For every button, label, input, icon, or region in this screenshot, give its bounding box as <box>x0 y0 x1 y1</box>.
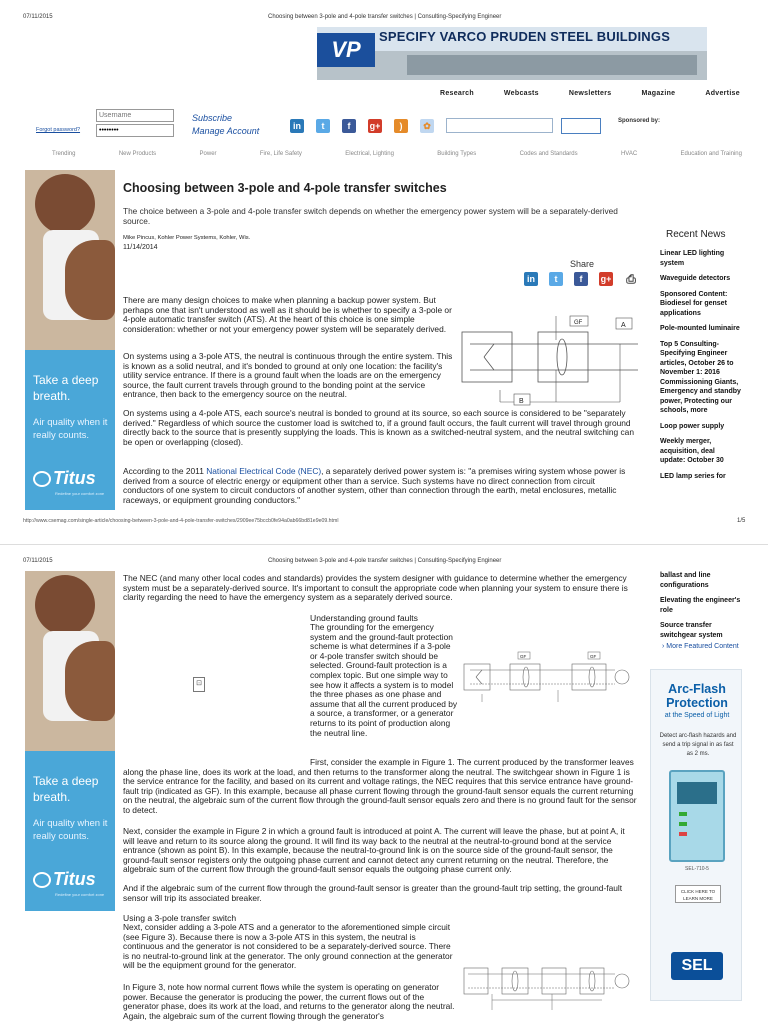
figure-1-diagram <box>460 310 638 410</box>
article2-p5: And if the algebraic sum of the current flow through the ground-fault sensor is greater than the ground-fault trip setting, the ground-fault sensor will trip its associated breaker. <box>123 883 623 903</box>
cat-codes-standards[interactable]: Codes and Standards <box>519 151 578 157</box>
titus-brand: Titus <box>53 468 96 488</box>
banner-text: SPECIFY VARCO PRUDEN STEEL BUILDINGS <box>379 29 671 44</box>
recent-item[interactable]: LED lamp series for <box>660 472 726 480</box>
banner-logo: VP <box>317 33 375 67</box>
forgot-password-link[interactable]: Forgot password? <box>36 127 81 133</box>
bullet-icon: › <box>662 643 667 650</box>
delicious-icon[interactable]: ✿ <box>420 119 434 133</box>
cat-electrical-lighting[interactable]: Electrical, Lighting <box>345 151 394 157</box>
article2-p4: Next, consider the example in Figure 2 in which a ground fault is introduced at point A. The current will leave the phase, but at point A, it will leave and return to its source along the ground. It will find its way back to the neutral at the neutral-to-ground bond at the service entrance (shown as point B). In this example, because the neutral-to-ground link is on the source side of the ground-fault sensor, the ground-fault sensor registers only the outgoing phase current and cannot detect any current returning on the neutral. Therefore, the algebraic sum of the current flow through the ground-fault sensor equals the outgoing phase current only. <box>123 826 625 875</box>
sel-sub: at the Speed of Light <box>664 712 730 719</box>
category-nav <box>52 151 742 157</box>
article-date: 11/14/2014 <box>123 244 158 251</box>
article-p4 <box>123 467 638 505</box>
print-icon[interactable]: ⎙ <box>624 272 638 286</box>
p4-post: , a separately derived power system is: "a premises wiring system whose power is derived from a source of electric energy or equipment other than a service. Such systems have no direct connection from circuit conductors of one system to circuit conductors of another system, other than connection through the earth, metal enclosures, metallic raceways, or equipment grounding conductors." <box>123 466 626 505</box>
article2-p6: Next, consider adding a 3-pole ATS and a generator to the aforementioned simple circuit (see Figure 3). Because there is now a 3-pole ATS in this system, the neutral is continuous and the generator is not considered to be a separately-derived source. There is no neutral-to-ground link at the generator. The only ground connection at the generator will be the equipment ground for the generator. <box>123 922 453 971</box>
fig1-a-label: A <box>621 322 626 329</box>
share-linkedin-icon[interactable]: in <box>524 272 538 286</box>
recent-item[interactable]: Linear LED lighting system <box>660 250 725 267</box>
sel-title: Arc-Flash Protection <box>666 682 728 710</box>
broken-image-icon: ⊡ <box>193 677 205 692</box>
page-date: 07/11/2015 <box>23 14 53 20</box>
fig1-gf-label: GF <box>574 320 583 326</box>
banner-ad[interactable] <box>317 27 707 80</box>
titus-headline: Take a deep breath. <box>33 774 99 804</box>
recent-news-heading: Recent News <box>666 229 726 240</box>
cat-fire-life-safety[interactable]: Fire, Life Safety <box>259 151 302 157</box>
fig2-gf-label-2: GF <box>590 654 597 659</box>
article-p1: There are many design choices to make when planning a backup power system. But perhaps one that isn't understood as well as it should be is whether to specify a 3-pole or 4-pole automatic transfer switch (ATS). At the heart of this choice is one simple consideration: whether or not your emergency power system will be separately derived. <box>123 295 452 334</box>
article-p2: On systems using a 3-pole ATS, the neutral is continuous through the entire system. This is known as a solid neutral, and it's bonded to ground at only one location: the facility's utility service entrance. If there is a ground fault when the loads are on the emergency source, the fault current travels through ground to the bonding point at the service entrance, then back to the emergency source on the neutral. <box>123 351 453 400</box>
subscribe-link[interactable]: Subscribe <box>192 113 233 123</box>
article-dek: The choice between a 3-pole and 4-pole transfer switch depends on whether the emergency power system will be a separately-derived source. <box>123 206 618 226</box>
article-byline: Mike Pincus, Kohler Power Systems, Kohler, Wis. <box>123 235 251 241</box>
titus-logo-icon <box>33 872 51 888</box>
recent-item[interactable]: Sponsored Content: Biodiesel for genset applications <box>660 290 728 317</box>
header-social <box>290 119 434 133</box>
recent-news-list-2 <box>660 571 742 646</box>
recent-news-list <box>660 249 742 487</box>
share-facebook-icon[interactable]: f <box>574 272 588 286</box>
sel-ad[interactable] <box>650 669 742 1001</box>
search-button[interactable] <box>561 118 601 134</box>
page1-footer-page: 1/5 <box>737 518 746 524</box>
titus-ad[interactable] <box>25 170 115 510</box>
cat-trending[interactable]: Trending <box>52 151 76 157</box>
sponsored-label: Sponsored by: <box>618 118 661 124</box>
sel-relay-device <box>669 770 725 862</box>
share-googleplus-icon[interactable]: g+ <box>600 274 612 284</box>
cat-education-training[interactable]: Education and Training <box>680 151 742 157</box>
recent-item[interactable]: Waveguide detectors <box>660 275 731 282</box>
page2-header-title: Choosing between 3-pole and 4-pole transfer switches | Consulting-Specifying Engineer <box>268 558 502 564</box>
titus-logo-icon <box>33 471 51 487</box>
sel-body: Detect arc-flash hazards and send a trip signal in as fast as 2 ms. <box>659 733 737 757</box>
top-nav <box>440 90 740 97</box>
page1-footer-url: http://www.csemag.com/single-article/choosing-between-3-pole-and-4-pole-transfer-switches/2909ee75bccb0fe94a0ab66bd81e9e09.html <box>23 518 339 524</box>
twitter-icon[interactable]: t <box>316 119 330 133</box>
titus-sub: Air quality when it really counts. <box>33 818 108 842</box>
toy-monkey <box>65 641 115 721</box>
sel-logo: SEL <box>671 952 723 980</box>
recent-item[interactable]: Elevating the engineer's role <box>660 597 741 614</box>
p4-pre: According to the 2011 <box>123 466 207 476</box>
nav-research[interactable]: Research <box>440 90 474 97</box>
cat-new-products[interactable]: New Products <box>118 151 157 157</box>
article-p3: On systems using a 4-pole ATS, each source's neutral is bonded to ground at its source, so each source is considered to be "separately derived." Regardless of which source the customer load is switched to, if a ground fault occurs, the fault current will travel through ground directly back to the source that is presently supplying the loads. This is known as a switched-neutral system, and the neutral switching can be open or overlapping (closed). <box>123 408 634 447</box>
nec-link[interactable]: National Electrical Code (NEC) <box>206 466 322 476</box>
cat-power[interactable]: Power <box>199 151 217 157</box>
recent-item[interactable]: Weekly merger, acquisition, deal update: October 30 <box>660 438 724 464</box>
recent-item[interactable]: Pole-mounted luminaire <box>660 325 740 332</box>
titus-sub: Air quality when it really counts. <box>33 417 108 441</box>
more-featured-label: More Featured Content <box>666 643 739 650</box>
page-header-title: Choosing between 3-pole and 4-pole transfer switches | Consulting-Specifying Engineer <box>268 14 502 20</box>
child-photo <box>35 575 95 635</box>
username-input[interactable] <box>96 109 174 122</box>
article2-h2: Using a 3-pole transfer switch <box>123 913 237 923</box>
article2-h1: Understanding ground faults <box>310 613 418 623</box>
sel-cta-button[interactable]: CLICK HERE TO LEARN MORE <box>675 885 721 903</box>
article2-p3-text: First, consider the example in Figure 1. The current produced by the transformer leaves along the phase line, does its work at the load, and then returns to the transformer along the neutral. The switchgear shown in Figure 1 is the service entrance for the facility, and based on its current and voltage ratings, the NEC requires that this service entrance have ground-fault trip (indicated as GF). In this example, because all phase current flowing through the ground-fault sensor equals the current returning on the neutral, the algebraic sum of the current flow through the ground-fault sensor equals zero and there is no ground fault for the sensor to detect. <box>123 757 637 815</box>
nav-magazine[interactable]: Magazine <box>641 90 676 97</box>
page2-date: 07/11/2015 <box>23 558 53 564</box>
recent-item[interactable]: Source transfer switchgear system <box>660 622 723 639</box>
nav-newsletters[interactable]: Newsletters <box>568 90 612 97</box>
linkedin-icon[interactable]: in <box>290 119 304 133</box>
share-icons <box>524 272 638 286</box>
recent-item[interactable]: Top 5 Consulting-Specifying Engineer articles, October 26 to November 1: 2016 Commissioning Giants, Emergency and standby power, Protecting our schools, more <box>660 340 741 414</box>
titus-brand: Titus <box>53 869 96 889</box>
cat-building-types[interactable]: Building Types <box>437 151 477 157</box>
toy-monkey <box>65 240 115 320</box>
facebook-icon[interactable]: f <box>342 119 356 133</box>
fig1-b-label: B <box>519 398 524 405</box>
titus-tagline: Redefine your comfort zone <box>55 892 105 897</box>
recent-item[interactable]: ballast and line configurations <box>660 572 711 589</box>
child-photo <box>35 174 95 234</box>
article-title: Choosing between 3-pole and 4-pole transfer switches <box>123 181 447 195</box>
nav-webcasts[interactable]: Webcasts <box>503 90 539 97</box>
googleplus-icon[interactable]: g+ <box>369 121 381 131</box>
search-input[interactable] <box>446 118 553 133</box>
fig2-gf-label-1: GF <box>520 654 527 659</box>
page-separator <box>0 544 768 545</box>
password-input[interactable] <box>96 124 174 137</box>
rss-icon[interactable]: ) <box>394 119 408 133</box>
article2-p1: The NEC (and many other local codes and standards) provides the system designer with guidance to determine whether the emergency system must be a separately-derived source. It's important to consult the appropriate code when planning your system to ensure there is clarity regarding the need to have the emergency system as a separately derived source. <box>123 573 628 603</box>
titus-tagline: Redefine your comfort zone <box>55 491 105 496</box>
figure-2-diagram <box>462 650 637 705</box>
nav-advertise[interactable]: Advertise <box>705 90 740 97</box>
article2-p2: The grounding for the emergency system and the ground-fault protection scheme is what determines if a 3-pole or 4-pole transfer switch should be selected. Ground-fault protection is a complex topic. But one simple way to see how it affects a system is to model the three phases as one phase and assume that all the current produced by a source, a transformer, or a generator returns to its point of production along the neutral line. <box>310 622 458 738</box>
manage-account-link[interactable]: Manage Account <box>192 126 260 136</box>
article2-p3 <box>123 758 638 816</box>
share-twitter-icon[interactable]: t <box>549 272 563 286</box>
sel-product: SEL-710-5 <box>685 866 709 872</box>
figure-3-diagram <box>462 958 637 1018</box>
share-label: Share <box>570 259 595 269</box>
recent-item[interactable]: Loop power supply <box>660 422 725 430</box>
more-featured-content[interactable] <box>662 642 742 651</box>
titus-ad-2[interactable] <box>25 571 115 911</box>
cat-hvac[interactable]: HVAC <box>620 151 638 157</box>
article2-p7: In Figure 3, note how normal current flows while the system is operating on generator power. Because the generator is producing the power, the current flows out of the generator phase, does its work at the load, and returns to the generator along the neutral. Again, the algebraic sum of the current flowing through the generator's <box>123 983 455 1021</box>
titus-headline: Take a deep breath. <box>33 373 99 403</box>
